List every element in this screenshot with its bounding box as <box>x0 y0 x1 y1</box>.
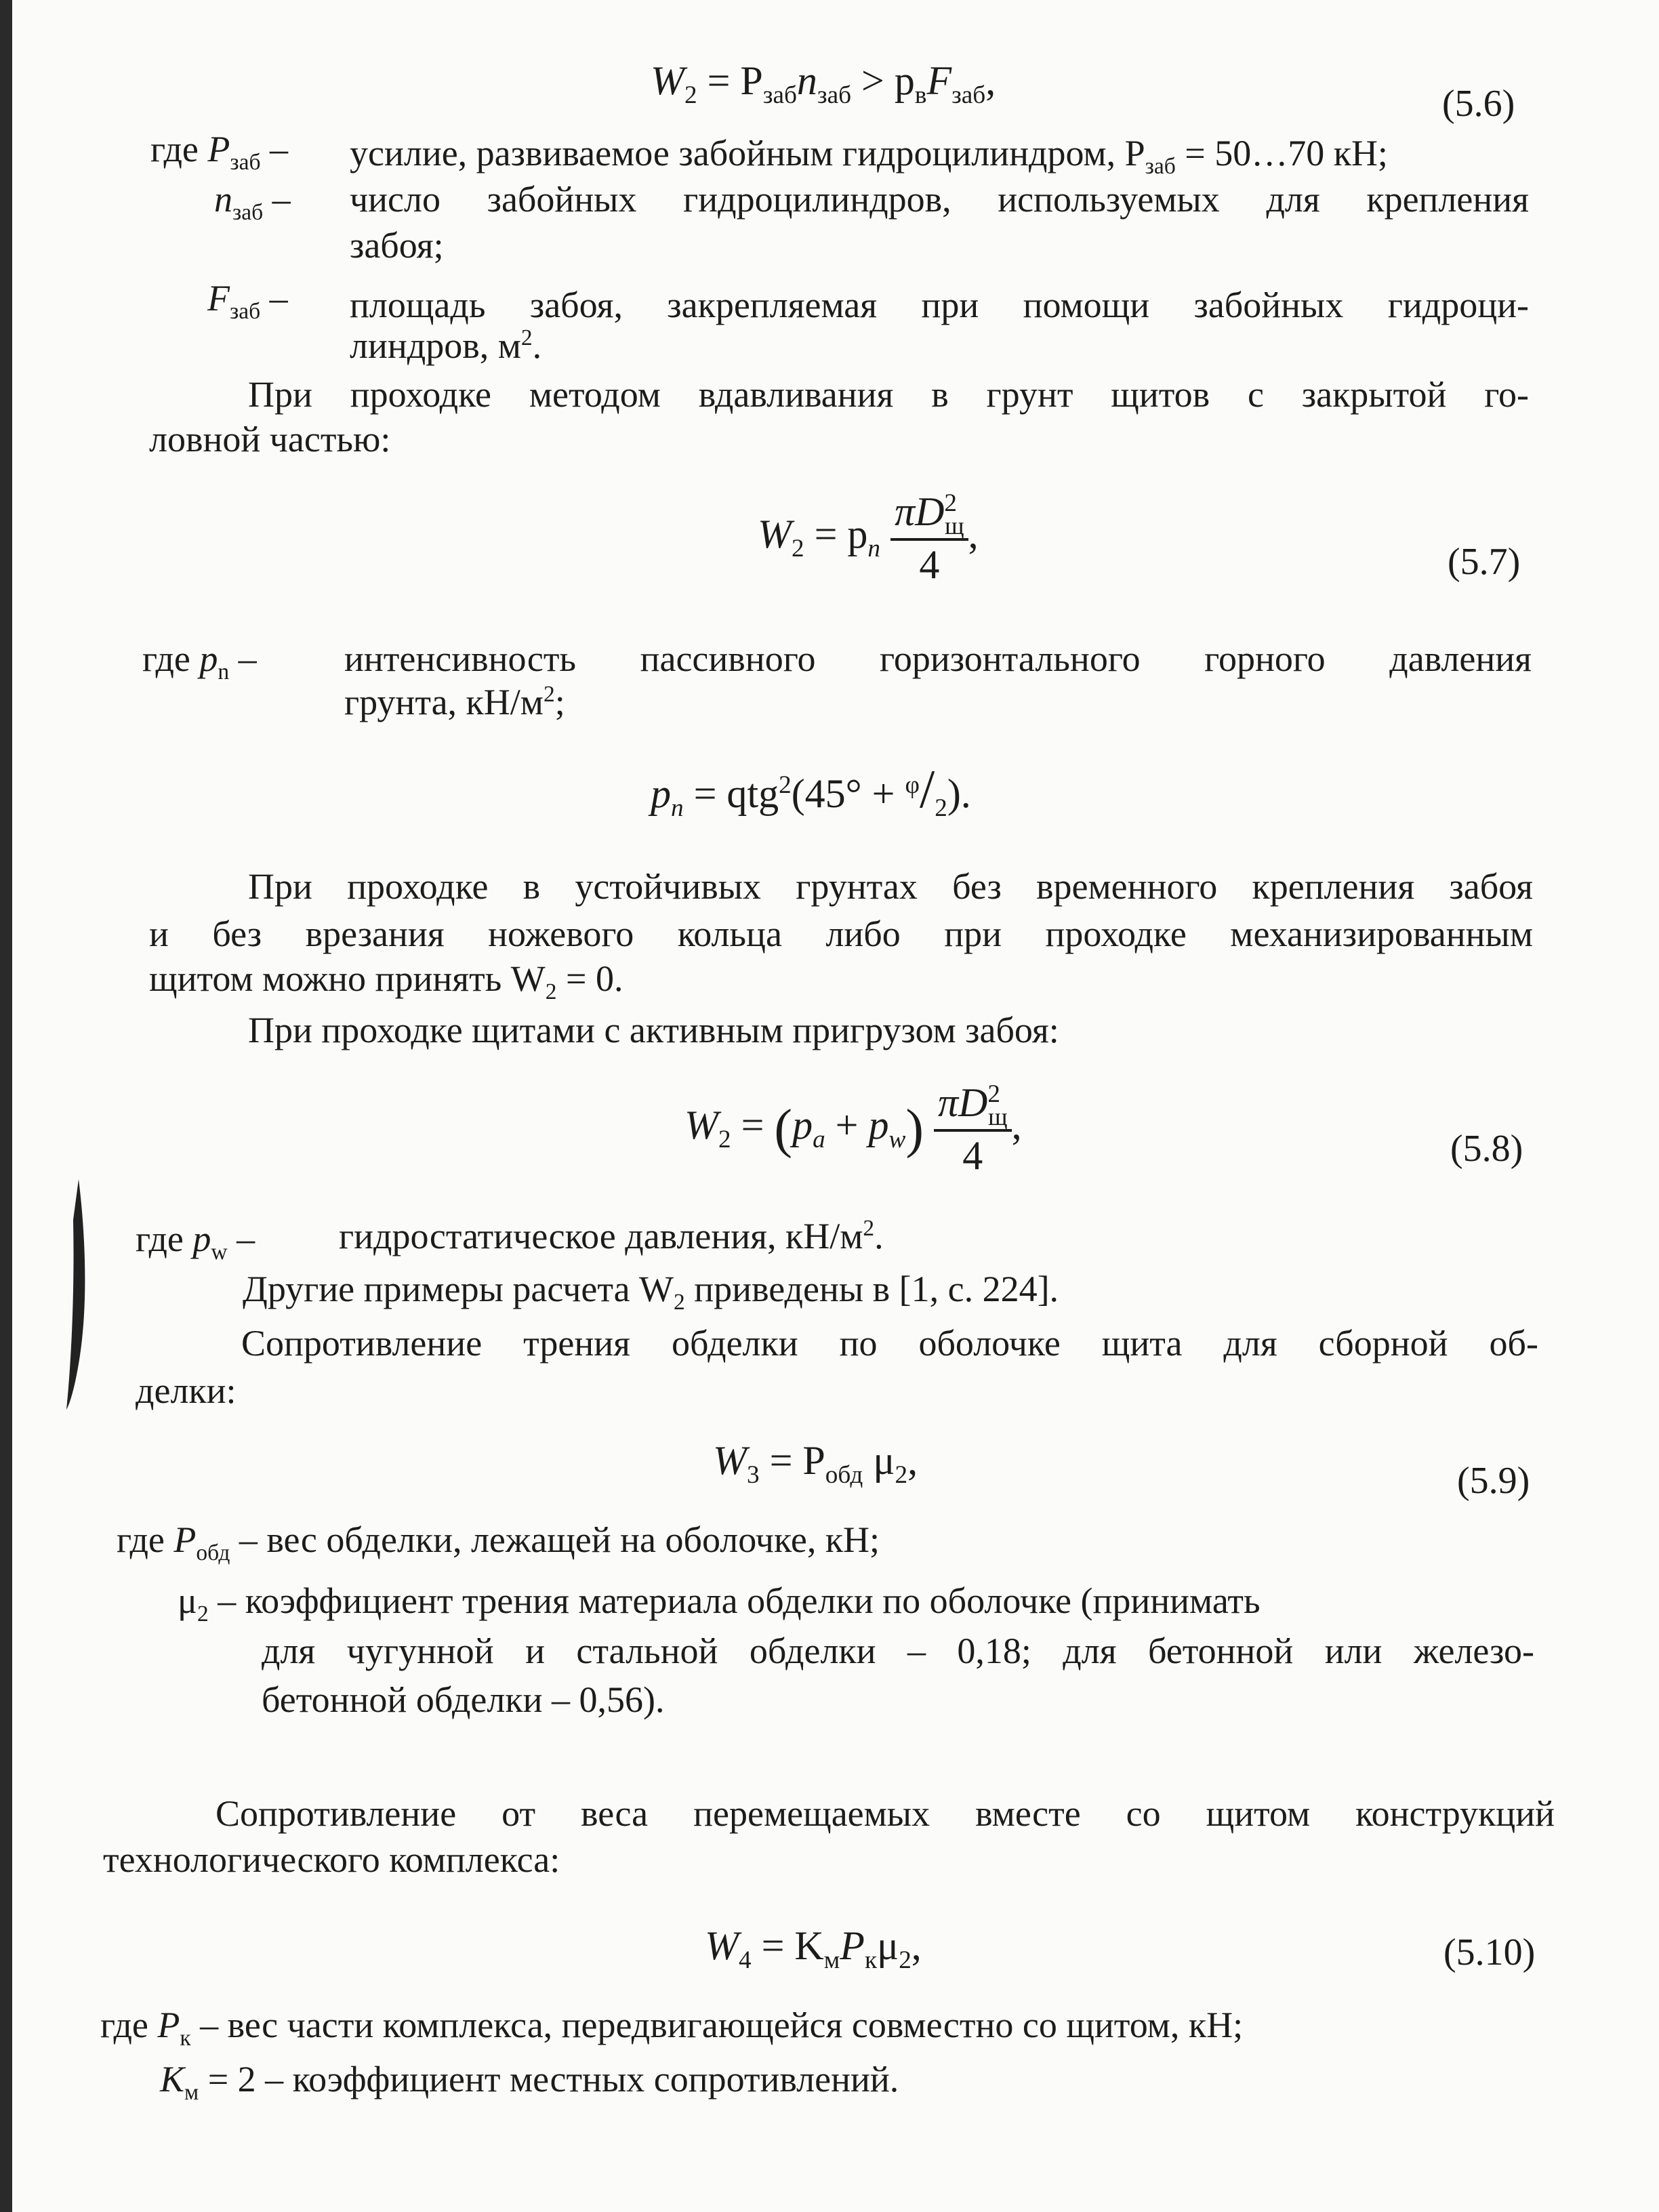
where-item-nzab: $n_{заб}$ – <box>214 179 291 225</box>
paragraph-closed-head-line-1: При проходке методом вдавливания в грунт щитов с закрытой го- <box>248 374 1529 415</box>
equation-pn: $p_n = qtg^2(45^\circ + ^\varphi/_2)$. <box>651 760 971 822</box>
paragraph-weight-line-2: технологического комплекса: <box>103 1839 560 1880</box>
where-text-mu2-cont-2: бетонной обделки – 0,56). <box>262 1679 665 1720</box>
where-text-nzab: число забойных гидроцилиндров, используемых для крепления <box>350 179 1529 220</box>
paragraph-stable-line-3: щитом можно принять $W_2 = 0$. <box>149 958 623 1004</box>
paragraph-active: При проходке щитами с активным пригрузом забоя: <box>248 1010 1059 1050</box>
where-item-fzab: $F_{заб}$ – <box>207 278 288 324</box>
equation-number-5-8: (5.8) <box>1450 1128 1523 1170</box>
where-text-pzab: усилие, развиваемое забойным гидроцилиндром, $P_{заб}$ = 50…70 кН; <box>350 133 1388 179</box>
paragraph-closed-head-line-2: ловной частью: <box>149 419 391 459</box>
where-item-pw: где $p_w$ – <box>136 1218 255 1265</box>
where-item-km: $K_м = 2$ – коэффициент местных сопротивлений. <box>160 2059 899 2105</box>
where-text-pw: гидростатическое давления, $кН/м^2$. <box>339 1216 884 1256</box>
paragraph-friction-line-1: Сопротивление трения обделки по оболочке щита для сборной об- <box>241 1323 1538 1364</box>
paragraph-stable-line-1: При проходке в устойчивых грунтах без временного крепления забоя <box>248 866 1533 907</box>
where-text-nzab-cont: забоя; <box>350 225 444 266</box>
where-text-mu2-cont-1: для чугунной и стальной обделки – 0,18; для бетонной или железо- <box>262 1631 1534 1671</box>
equation-number-5-6: (5.6) <box>1442 83 1515 125</box>
where-text-fzab-cont: линдров, $м^2$. <box>350 325 542 366</box>
where-item-pzab: где $P_{заб}$ – <box>150 129 289 175</box>
paragraph-weight-line-1: Сопротивление от веса перемещаемых вместе со щитом конструкций <box>216 1793 1555 1834</box>
paragraph-examples: Другие примеры расчета $W_2$ приведены в [1, с. 224]. <box>243 1269 1059 1315</box>
equation-number-5-7: (5.7) <box>1448 541 1521 583</box>
scan-mark <box>65 1179 88 1410</box>
where-item-pk: где $P_к$ – вес части комплекса, передвигающейся совместно со щитом, кН; <box>100 2005 1244 2051</box>
where-text-pn: интенсивность пассивного горизонтального горного давления <box>344 638 1532 679</box>
where-text-fzab: площадь забоя, закрепляемая при помощи забойных гидроци- <box>350 285 1529 325</box>
scan-edge <box>0 0 12 2212</box>
equation-5-6: $W_2 = P_{заб}n_{заб} > p_вF_{заб}$, <box>651 58 996 109</box>
paragraph-stable-line-2: и без врезания ножевого кольца либо при проходке механизированным <box>149 914 1533 954</box>
equation-number-5-9: (5.9) <box>1457 1460 1530 1502</box>
fraction-5-7: $\frac{\pi D^2_щ}{4}$ <box>890 488 968 588</box>
equation-number-5-10: (5.10) <box>1443 1931 1536 1973</box>
fraction-5-8: $\frac{\pi D^2_щ}{4}$ <box>934 1079 1012 1179</box>
equation-5-7: $W_2 = p_n$ $\frac{\pi D^2_щ}{4}$ , <box>758 489 979 587</box>
where-item-pobd: где $P_{обд}$ – вес обделки, лежащей на оболочке, кН; <box>117 1519 880 1565</box>
where-item-mu2: $\mu_2$ – коэффициент трения материала обделки по оболочке (принимать <box>178 1580 1261 1626</box>
equation-5-9: $W_3 = P_{обд}$ $\mu_2$, <box>713 1438 918 1489</box>
paragraph-friction-line-2: делки: <box>136 1370 237 1411</box>
equation-5-10: $W_4 = K_мP_к\mu_2$, <box>705 1923 922 1974</box>
equation-5-8: $W_2 = (p_a + p_w)$ $\frac{\pi D^2_щ}{4}$ , <box>684 1080 1022 1178</box>
where-item-pn: где $p_n$ – <box>142 638 257 684</box>
where-text-pn-cont: грунта, $кН/м^2$; <box>344 682 565 722</box>
